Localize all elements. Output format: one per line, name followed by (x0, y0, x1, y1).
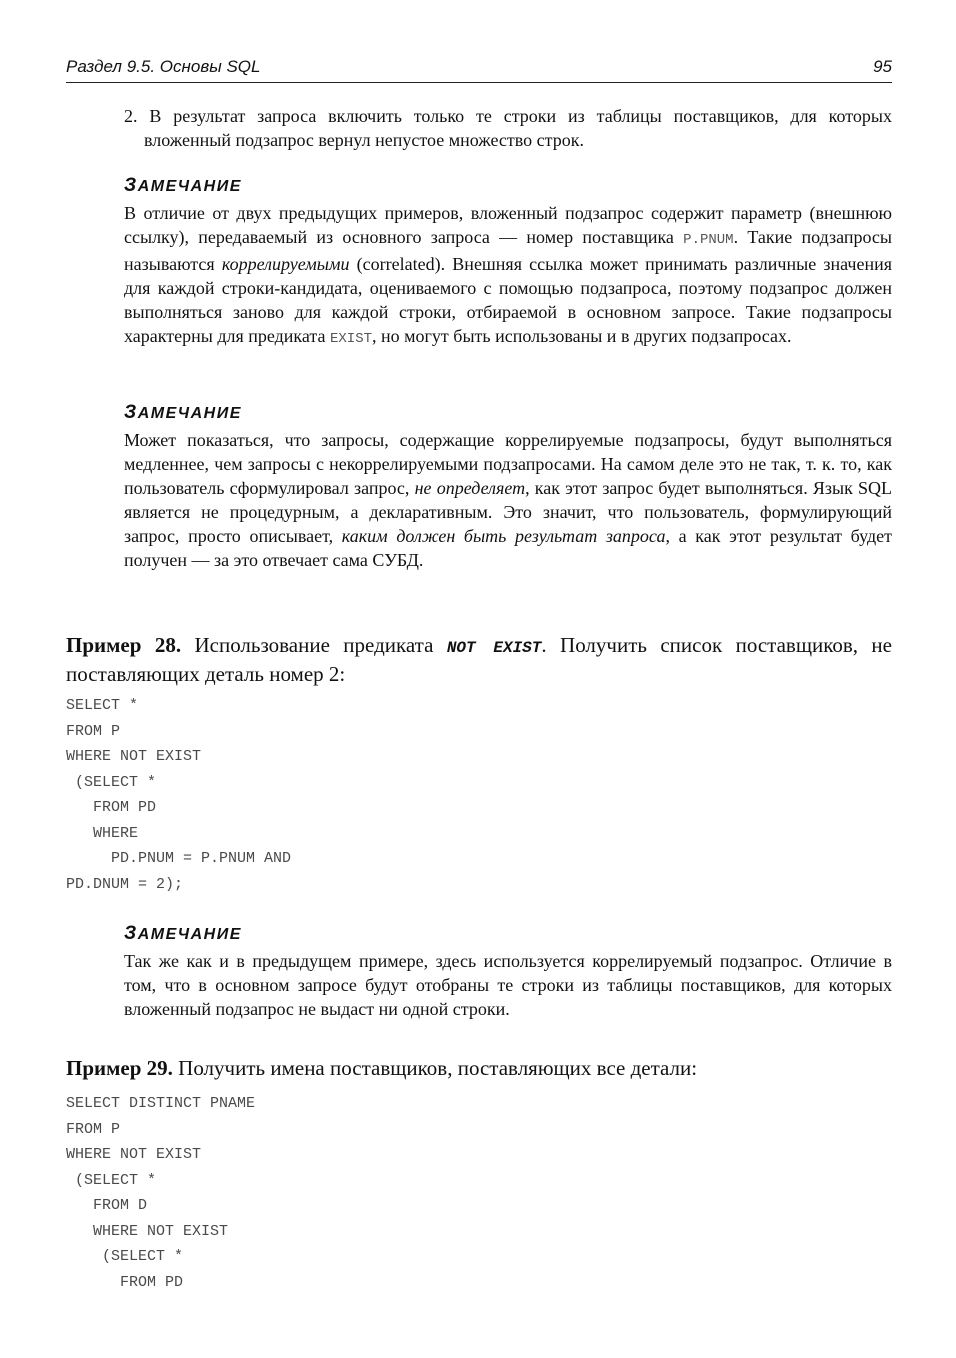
note-heading: ЗАМЕЧАНИЕ (124, 175, 242, 196)
running-header (66, 56, 892, 83)
section-title: Раздел 9.5. Основы SQL (66, 57, 261, 76)
emphasis: не определяет (414, 478, 526, 498)
example-28-heading: Пример 28. Использование предиката NOT EXIST. Получить список поставщиков, не поставляющих деталь номер 2: (66, 633, 892, 686)
note-heading: ЗАМЕЧАНИЕ (124, 923, 242, 944)
note-paragraph: Так же как и в предыдущем примере, здесь используется коррелируемый подзапрос. Отличие в том, что в основном запросе будут отобраны те строки из таблицы поставщиков, для которых вложенный подзапрос не выдаст ни одной строки. (124, 951, 892, 1019)
list-item-text: 2. В результат запроса включить только те строки из таблицы поставщиков, для которых вложенный подзапрос вернул непустое множество строк. (124, 106, 892, 150)
inline-code: EXIST (330, 331, 373, 347)
page-number: 95 (873, 57, 892, 76)
inline-code: P.PNUM (683, 232, 734, 248)
example-label: Пример 28. (66, 633, 182, 657)
note-paragraph: В отличие от двух предыдущих примеров, вложенный подзапрос содержит параметр (внешнюю ссылку), передаваемый из основного запроса — номер поставщика P.PNUM. Такие подзапросы называются коррелируемыми (correlated). Внешняя ссылка может принимать различные значения для каждой строки-кандидата, оцениваемого с помощью подзапроса, поэтому подзапрос должен выполняться заново для каждой строки, отбираемой в основном запросе. Такие подзапросы характерны для предиката EXIST, но могут быть использованы и в других подзапросах. (124, 203, 893, 347)
code-listing-28: SELECT * FROM P WHERE NOT EXIST (SELECT * FROM PD WHERE PD.PNUM = P.PNUM AND PD.DNUM = 2); (66, 697, 292, 893)
note-paragraph: Может показаться, что запросы, содержащие коррелируемые подзапросы, будут выполняться медленнее, чем запросы с некоррелируемыми подзапросами. На самом деле это не так, т. к. то, как пользователь сформулировал запрос, не определяет, как этот запрос будет выполняться. Язык SQL является не процедурным, а декларативным. Это значит, что пользователь, формулирующий запрос, просто описывает, каким должен быть результат запроса, а как этот результат будет получен — за это отвечает сама СУБД. (124, 430, 893, 570)
note-body (124, 949, 892, 1021)
note-heading: ЗАМЕЧАНИЕ (124, 402, 242, 423)
code-listing-29: SELECT DISTINCT PNAME FROM P WHERE NOT EXIST (SELECT * FROM D WHERE NOT EXIST (SELECT * FROM PD (66, 1095, 256, 1291)
example-29-heading: Пример 29. Получить имена поставщиков, поставляющих все детали: (66, 1056, 698, 1080)
numbered-list-item (124, 104, 892, 152)
emphasis: коррелируемыми (221, 254, 350, 274)
example-label: Пример 29. (66, 1056, 173, 1080)
note-body (124, 428, 892, 572)
inline-keyword: NOT EXIST (446, 639, 542, 657)
note-body (124, 201, 892, 351)
emphasis: каким должен быть результат запроса (341, 526, 666, 546)
